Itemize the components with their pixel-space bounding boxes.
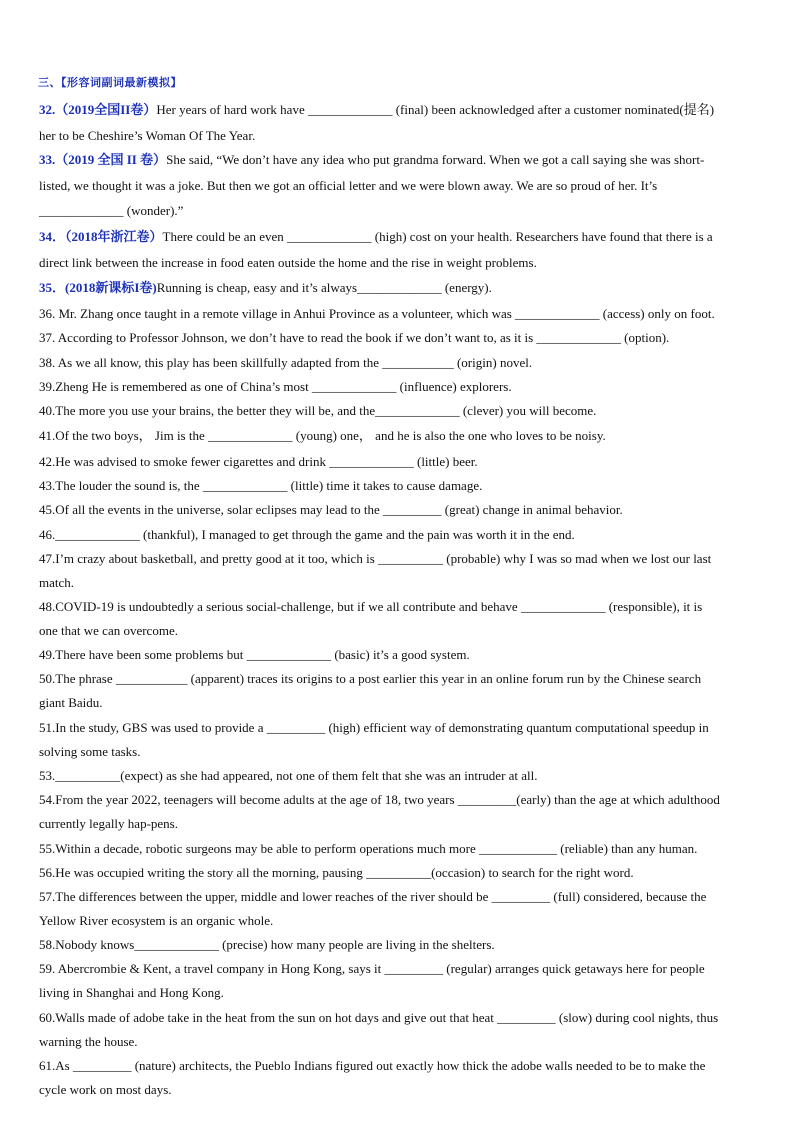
question-text: Running is cheap, easy and it’s always_____________ (energy). — [156, 280, 492, 295]
question-text: 57.The differences between the upper, middle and lower reaches of the river should be _________ (full) considered, because the — [39, 889, 707, 904]
exercise-line — [39, 744, 769, 760]
question-text: 45.Of all the events in the universe, solar eclipses may lead to the _________ (great) change in animal behavior. — [39, 502, 623, 517]
exercise-line — [39, 478, 769, 494]
question-source-label: 34．（2018年浙江卷） — [39, 229, 163, 244]
question-text: _____________ (wonder).” — [39, 203, 184, 218]
question-text: living in Shanghai and Hong Kong. — [39, 985, 224, 1000]
question-text: 42.He was advised to smoke fewer cigarettes and drink _____________ (little) beer. — [39, 454, 478, 469]
question-text: warning the house. — [39, 1034, 138, 1049]
exercise-line — [39, 841, 769, 857]
question-text: 60.Walls made of adobe take in the heat from the sun on hot days and give out that heat _________ (slow) during cool nights, thus — [39, 1010, 719, 1025]
exercise-line — [39, 527, 769, 543]
exercise-line — [39, 623, 769, 639]
question-text: 37. According to Professor Johnson, we don’t have to read the book if we don’t want to, as it is _____________ (option). — [39, 330, 670, 345]
question-source-label: 35．(2018新课标I卷) — [39, 280, 157, 295]
question-text: 59. Abercrombie & Kent, a travel company in Hong Kong, says it _________ (regular) arranges quick getaways here for people — [39, 961, 705, 976]
exercise-line — [39, 1034, 769, 1050]
exercise-line — [39, 768, 769, 784]
question-text: There could be an even _____________ (high) cost on your health. Researchers have found that there is a — [162, 229, 713, 244]
question-text: 61.As _________ (nature) architects, the Pueblo Indians figured out exactly how thick the adobe walls needed to be to make the — [39, 1058, 706, 1073]
exercise-line — [39, 152, 769, 168]
exercise-line — [39, 203, 769, 219]
question-text: match. — [39, 575, 75, 590]
question-text: cycle work on most days. — [39, 1082, 172, 1097]
question-text: Her years of hard work have _____________ (final) been acknowledged after a customer nominated(提名) — [156, 102, 715, 117]
exercise-line — [39, 985, 769, 1001]
question-text: 38. As we all know, this play has been skillfully adapted from the ___________ (origin) novel. — [39, 355, 533, 370]
exercise-line — [39, 599, 769, 615]
exercise-line — [39, 454, 769, 470]
exercise-line — [39, 671, 769, 687]
question-source-label: 33.（2019 全国 II 卷） — [39, 152, 167, 167]
question-text: 40.The more you use your brains, the better they will be, and the_____________ (clever) you will become. — [39, 403, 597, 418]
exercise-line — [39, 1010, 769, 1026]
question-text: direct link between the increase in food eaten outside the home and the rise in weight problems. — [39, 255, 537, 270]
exercise-line — [39, 889, 769, 905]
exercise-line — [39, 1082, 769, 1098]
exercise-line — [39, 255, 769, 271]
exercise-line — [39, 128, 769, 144]
question-text: 49.There have been some problems but _____________ (basic) it’s a good system. — [39, 647, 470, 662]
question-text: one that we can overcome. — [39, 623, 178, 638]
question-text: 47.I’m crazy about basketball, and pretty good at it too, which is __________ (probable) why I was so mad when we lost our last — [39, 551, 712, 566]
question-text: her to be Cheshire’s Woman Of The Year. — [39, 128, 256, 143]
exercise-line — [39, 229, 769, 245]
question-text: 58.Nobody knows_____________ (precise) how many people are living in the shelters. — [39, 937, 495, 952]
exercise-line — [39, 1058, 769, 1074]
exercise-line — [39, 816, 769, 832]
question-text: 54.From the year 2022, teenagers will become adults at the age of 18, two years _________(early) than the age at which adulthood — [39, 792, 720, 807]
exercise-line — [39, 865, 769, 881]
exercise-line — [39, 913, 769, 929]
exercise-line — [39, 280, 769, 296]
question-text: 55.Within a decade, robotic surgeons may be able to perform operations much more ____________ (reliable) than any human. — [39, 841, 698, 856]
question-text: 36. Mr. Zhang once taught in a remote village in Anhui Province as a volunteer, which was _____________ (access) only on foot. — [39, 306, 715, 321]
exercise-line — [39, 330, 769, 346]
question-text: currently legally hap-pens. — [39, 816, 178, 831]
exercise-line — [39, 961, 769, 977]
question-text: 46._____________ (thankful), I managed to get through the game and the pain was worth it in the end. — [39, 527, 575, 542]
question-text: solving some tasks. — [39, 744, 141, 759]
exercise-line — [39, 937, 769, 953]
section-title: 三、【形容词副词最新模拟】 — [38, 76, 182, 89]
exercise-line — [39, 306, 769, 322]
question-text: 39.Zheng He is remembered as one of China’s most _____________ (influence) explorers. — [39, 379, 512, 394]
question-text: giant Baidu. — [39, 695, 103, 710]
exercise-line — [39, 102, 769, 118]
exercise-line — [39, 575, 769, 591]
question-text: Yellow River ecosystem is an organic whole. — [39, 913, 274, 928]
question-text: 48.COVID-19 is undoubtedly a serious social-challenge, but if we all contribute and behave _____________ (responsible), it is — [39, 599, 703, 614]
exercise-line — [39, 403, 769, 419]
exercise-line — [39, 720, 769, 736]
exercise-line — [39, 502, 769, 518]
question-text: 56.He was occupied writing the story all the morning, pausing __________(occasion) to search for the right word. — [39, 865, 634, 880]
exercise-line — [39, 428, 769, 444]
exercise-line — [39, 551, 769, 567]
exercise-line — [39, 178, 769, 194]
question-text: 41.Of the two boys， Jim is the _____________ (young) one， and he is also the one who loves to be noisy. — [39, 428, 606, 443]
question-text: 50.The phrase ___________ (apparent) traces its origins to a post earlier this year in an online forum run by the Chinese search — [39, 671, 702, 686]
question-text: 53.__________(expect) as she had appeared, not one of them felt that she was an intruder at all. — [39, 768, 538, 783]
question-text: She said, “We don’t have any idea who put grandma forward. When we got a call saying she was short- — [166, 152, 705, 167]
exercise-line — [39, 379, 769, 395]
exercise-line — [39, 647, 769, 663]
exercise-line — [39, 695, 769, 711]
question-text: 51.In the study, GBS was used to provide a _________ (high) efficient way of demonstrating quantum computational speedup in — [39, 720, 709, 735]
question-text: listed, we thought it was a joke. But then we got an official letter and we were blown away. We are so proud of her. It’s — [39, 178, 658, 193]
exercise-line — [39, 355, 769, 371]
question-text: 43.The louder the sound is, the _____________ (little) time it takes to cause damage. — [39, 478, 483, 493]
question-source-label: 32.（2019全国II卷） — [39, 102, 157, 117]
exercise-line — [39, 792, 769, 808]
